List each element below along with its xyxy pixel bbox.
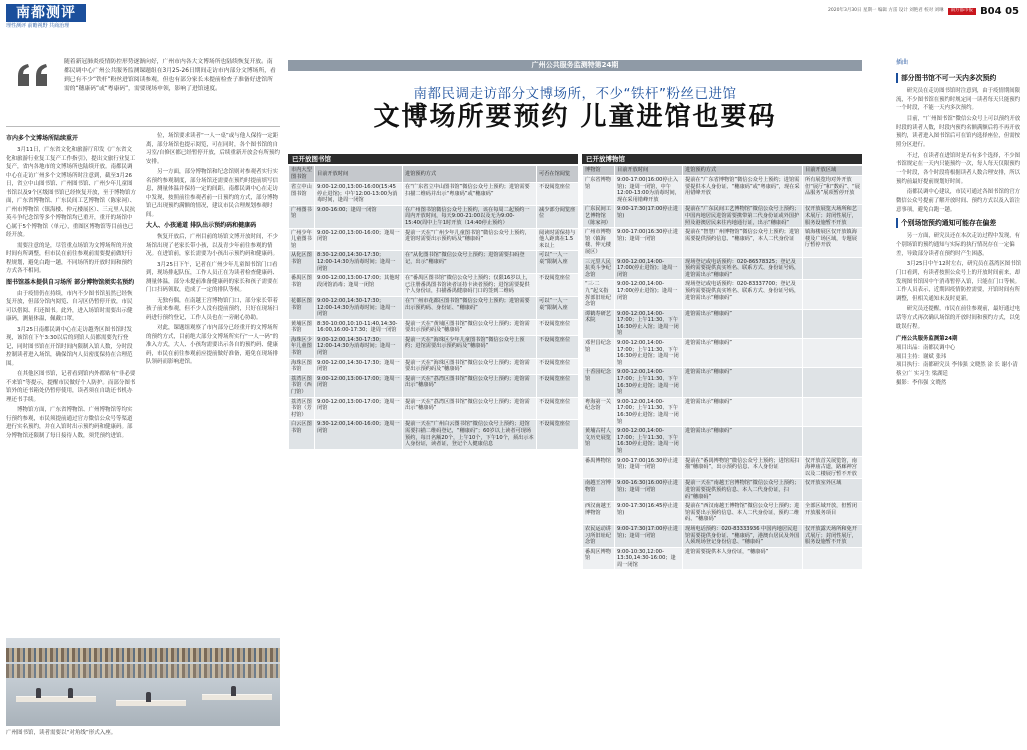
- table-cell: [803, 339, 863, 368]
- table-row: [583, 339, 863, 368]
- table-cell: 9:00-12:00,14:00-17:00；上午11:30、下午16:30停止入馆；逢周一闭馆: [615, 309, 683, 338]
- article-column-b: [146, 132, 280, 369]
- left-article: [6, 52, 280, 746]
- section-heading: 图书馆基本提供自习场所 部分博物馆须实名预约: [6, 278, 135, 286]
- table-cell: 镇海楼展区仅开放镇海楼及广场区域，专题展厅暂停开放: [803, 228, 863, 257]
- table-cell: 进馆需要提供本人身份证，“穗康码”: [683, 547, 803, 570]
- table-cell: 9:00-16:30(16:00停止进馆)；逢周一闭馆: [615, 479, 683, 502]
- table-row: [289, 205, 579, 228]
- venue-name-cell: 西汉南越王博物馆: [583, 502, 615, 525]
- table-cell: 不设阅览座位: [537, 374, 579, 397]
- column-header: 进馆预约方式: [403, 166, 537, 183]
- section-heading: 市内多个文博场所陆续重开: [6, 135, 79, 142]
- paragraph: 在其他区图书馆，记者看到馆内外都贴有“非必要不来馆”等提示，提醒市民做好个人防护。而部分图书馆外的还书箱处仍暂停使用，读者须在自助还书机办理还书手续。: [6, 371, 136, 403]
- table-cell: 进馆需出示“穗康码”: [683, 339, 803, 368]
- venue-name-cell: 农民运动讲习所旧址纪念馆: [583, 524, 615, 547]
- table-row: [289, 296, 579, 319]
- table-cell: 不设阅览座位: [537, 183, 579, 206]
- column-header: 可否在馆阅览: [537, 166, 579, 183]
- article-intro: 随着新冠肺炎疫情防控形势逐渐向好，广州市内各大文博场所也陆续恢复开放。南都民调中心广州公共服务监测课题组在3月25-26日期间走访市内部分文博场所，看到已有不少“铁杆”粉丝进馆阅读参观，但也有部分家长未提前检查子准备好进馆所需的“穗康码”或“粤康码”，需要现场申领，影响了进馆速度。: [64, 59, 276, 92]
- table-cell: 9:00-12:00,14:00-17:00(停止进馆)；逢周一闭馆: [615, 280, 683, 309]
- sidebar-paragraph: 南都民调中心建议，市民可通过各图书馆的官方微信公众号提前了解开放时间、预约方式以及入馆注意事项，避免白跑一趟。: [896, 189, 1021, 213]
- table-cell: 在广州图书馆微信公众号上预约，该在每周二起预约一周内开放时间，每天9:00-21:00以及无为9:00-15:40(周中上午1时开放（14:40停止预约）: [403, 205, 537, 228]
- article-headline: 文博场所要预约 儿童进馆也要码: [373, 102, 777, 132]
- table-cell: 9:00-12:00,14:00-17:00；上午11:30、下午16:30停止进馆；逢周一闭馆: [615, 339, 683, 368]
- page-number: B04 05: [980, 6, 1019, 17]
- venue-name-cell: 海珠区图书馆: [289, 358, 315, 374]
- table-row: [583, 205, 863, 228]
- venue-name-cell: 海珠区少年儿童图书馆: [289, 335, 315, 358]
- libraries-table: [288, 165, 579, 450]
- table-cell: 可以“一人一桌”限制入座: [537, 296, 579, 319]
- paragraph: 博物馆方面，广东省博物馆、广州博物馆等均实行预约参观，市民须提前通过官方微信公众号等渠道进行实名预约，并在入馆时出示预约码和健康码。部分博物馆还限制了每日接待人数，须凭预约进馆。: [6, 407, 133, 439]
- table-row: [583, 309, 863, 338]
- table-cell: 9:00-17:30(17:00停止进馆)；逢周一闭馆: [615, 524, 683, 547]
- credit-line: 摄影：李伟强 文晓然: [896, 379, 947, 386]
- table-cell: 9:00-12:00,14:00-17:00；上午11:30、下午16:30停止进馆；逢周一闭馆: [615, 368, 683, 397]
- paragraph: 3月25日下午，记者在广州少年儿童图书馆门口看到，现场排起队伍，工作人员正在为读者检查健康码、测量体温，部分未提前准备健康码的家长和孩子需要在门口扫码领取，造成了一定的排队等候。: [146, 261, 279, 294]
- table-cell: 全部区域开放，但暂闭开放服务项目: [803, 502, 863, 525]
- table-cell: 提前一天在“广州白云图书馆”微信公众号上预约；进馆需要扫描二维码登记，“穗康码”；60岁以上读者可现场预约，每日名额20个，上午10个，下午10个，须出示本人身份证，读者证，登记个人健康信息: [403, 420, 537, 449]
- sidebar-paragraph: 3月25日中午12时左右，研究员在荔湾区图书馆门口看到，有读者按照公众号上的开放时间前来，却发现图书馆因中午消毒暂停入馆，只能在门口等候。工作人员表示，近期因疫情防控需要，开馆时间有所调整，但相关通知未及时更新。: [896, 261, 1021, 302]
- page-meta: [828, 4, 1019, 19]
- table-row: [289, 358, 579, 374]
- venue-name-cell: 邓世昌纪念馆: [583, 339, 615, 368]
- table-row: [583, 456, 863, 479]
- museums-table-title: 已开放博物馆: [582, 154, 862, 164]
- masthead: [0, 0, 1027, 30]
- credits-title: 广州公共服务监测第24期: [896, 336, 958, 343]
- venue-name-cell: 广州市博物馆（镇海楼、仲元楼展区）: [583, 228, 615, 257]
- table-row: [289, 251, 579, 274]
- table-cell: 9:00-17:00(16:00停止入馆)；逢周一闭馆，中午12:00-13:00为消毒时间，现在采用错峰开放: [615, 176, 683, 205]
- venue-name-cell: 十香园纪念馆: [583, 368, 615, 397]
- table-cell: 9:30-12:00,14:00-16:00；逢周一闭馆: [315, 420, 403, 449]
- table-cell: 仅开放室外区域: [803, 479, 863, 502]
- sidebar-tag: 插曲: [896, 59, 909, 66]
- table-cell: 提前一天在“广州少年儿童图书馆”微信公众号上预约，进馆时需要出示预约码及“穗康码”: [403, 228, 537, 251]
- table-cell: 不设阅览座位: [537, 319, 579, 335]
- table-cell: 不设阅览座位: [537, 420, 579, 449]
- table-cell: [803, 280, 863, 309]
- table-row: [289, 335, 579, 358]
- table-row: [289, 397, 579, 420]
- sidebar-paragraph: 另一方面，研究员还在本次走访过程中发现，有个别场馆的预约通知与实际的执行情况存在一定偏差，导致部分读者在预约时产生困惑。: [896, 233, 1021, 257]
- venue-name-cell: 花都区图书馆: [289, 296, 315, 319]
- venue-name-cell: 广东省博物馆: [583, 176, 615, 205]
- venue-name-cell: 番禺区博物馆: [583, 547, 615, 570]
- venue-name-cell: 粤海第一关纪念馆: [583, 397, 615, 426]
- venue-name-cell: 番禺博物馆: [583, 456, 615, 479]
- table-cell: 8:30-10:00,10:10-11:40,14:30-16:00,16:00-17:30；逢周一闭馆: [315, 319, 403, 335]
- table-cell: 减少部分阅览座位: [537, 205, 579, 228]
- sidebar-paragraph: 不过，在读者在进馆时是否有多个选择，不少图书馆规定在一天内只能预约一次，每人每天仅限预约一个时段，各个时段将根据读者人数合理安排，所以预约前最好提前规划好时间。: [896, 152, 1021, 185]
- venue-name-cell: 三元里人民抗英斗争纪念馆: [583, 257, 615, 280]
- table-cell: 进馆需出示“穗康码”: [683, 368, 803, 397]
- paragraph: 位，场馆要求读者“一人一桌”或与他人保持一定距离，部分场馆也提示阅览，可在同时，各个图书馆的自习室/自修区都已经暂停开放，后续重新开放会有所预约安排。: [146, 133, 280, 165]
- table-cell: 提前一天在“海珠区少年儿童图书馆”微信公众号上预约；进馆需要出示预约码及“穗康码”: [403, 335, 537, 358]
- table-row: [289, 274, 579, 297]
- venue-name-cell: 黄埔古村人文历史展览馆: [583, 427, 615, 456]
- venue-name-cell: 荔湾区图书馆（西门馆）: [289, 374, 315, 397]
- library-photo: [6, 638, 280, 726]
- table-cell: 不设阅览座位: [537, 274, 579, 297]
- table-cell: 仅开放首关展览馆，南海神庙古道，路廊神宫以及二楼展厅暂不开放: [803, 456, 863, 479]
- table-cell: 9:00-12:00,14:30-17:30；12:00-14:30为消毒时间；逢周一闭馆: [315, 335, 403, 358]
- credits: [896, 335, 1022, 387]
- table-cell: 提前在“番禺博物馆”微信公众号上预约；进馆需扫描“穗康码”，出示预约信息、本人身份证: [683, 456, 803, 479]
- venue-name-cell: 黄埔区图书馆: [289, 319, 315, 335]
- credit-line: 项目主持：谢斌 张玮: [896, 353, 947, 360]
- table-cell: 提前一天在“南越王宫博物馆”微信公众号上预约；进馆需要提供预约信息、本人二代身份证，扫码“穗康码”: [683, 479, 803, 502]
- table-cell: 9:00-17:30(17:00停止进馆): [615, 205, 683, 228]
- paragraph: 对此，课题组观察了市内部分已经重开的文博场所的预约方式，目前绝大部分文博场所实行“一人一码”的准入方式，大人、小孩均需要出示各自的预约码、健康码，市民在前往参观前应提前做好准备，避免在现场排队领码而影响进馆。: [146, 325, 279, 366]
- sidebar-paragraph: 目前，“广州图书馆”微信公众号上可以预约开放时段的读者人数，时段内预约名额满额后将不再开放预约，读者进入图书馆后可在馆内选择座位，但需按照分区进行。: [896, 116, 1021, 149]
- section-slogan: 理性测评 前瞻视野 共商治理: [6, 23, 70, 29]
- table-cell: 现场登记或电话预约：020-83337700；登记及预约需要提供真实姓名、联系方式、身份证号码，进馆需出示“穗康码”: [683, 280, 803, 309]
- table-cell: 9:00-12:00,14:30-17:30；逢周一闭馆: [315, 358, 403, 374]
- table-cell: 提前在“西汉南越王博物馆”微信公众号上预约；进馆需要出示预约信息、本人二代身份证，预约二维码、“穗康码”: [683, 502, 803, 525]
- venue-name-cell: 白云区图书馆: [289, 420, 315, 449]
- table-cell: [803, 547, 863, 570]
- paragraph: 无独有偶，在南越王宫博物馆门口，部分家长带着孩子前来参观，但不少人没有提前预约，只好在现场扫码进行预约登记，工作人员也在一旁耐心协助。: [146, 297, 279, 321]
- table-row: [289, 183, 579, 206]
- column-header: 进馆预约方式: [683, 166, 803, 176]
- table-cell: 9:00-17:30(16:45停止进馆): [615, 502, 683, 525]
- table-cell: 9:00-10:30,12:00-13:30,14:30-16:00；逢周一闭馆: [615, 547, 683, 570]
- table-row: [583, 257, 863, 280]
- table-cell: 在“从化图书馆”微信公众号上预约；进馆需要扫码登记，出示“穗康码”: [403, 251, 537, 274]
- article-subtitle: 南都民调走访部分文博场所，不少“铁杆”粉丝已进馆: [413, 86, 737, 102]
- column-header: 目前开放时间: [615, 166, 683, 176]
- table-row: [289, 319, 579, 335]
- paragraph: 另一方面，部分博物馆和纪念馆则对参观者实行实名预约参观制度，部分场馆还需要在预约时提前填写信息，测量体温并保持一定的间距。南都民调中心在走访中发现，按照前往参观者前一日预约的方式，部分博物馆已出现预约满额的情况，建议市民合理规划参观时间。: [146, 169, 279, 218]
- series-banner: 广州公共服务监测特第24期: [288, 60, 862, 71]
- table-cell: [803, 427, 863, 456]
- table-cell: 9:00-12:00,13:00-16:00；逢周一闭馆: [315, 228, 403, 251]
- table-cell: 提前在“广东民间工艺博物馆”微信公众号上预约；中国内地居民进馆需要携带第二代身份证或外国护照及港澳居民来往内地通行证，出示“穗康码”: [683, 205, 803, 228]
- sidebar-heading: 部分图书馆不可一天内多次预约: [896, 73, 1022, 83]
- table-cell: 9:00-12:00,13:00-17:00；其他时段闭馆消毒；逢周一闭馆: [315, 274, 403, 297]
- sidebar-heading: 个别场馆预约通知可能存在偏差: [896, 218, 1022, 228]
- column-header: 博物馆: [583, 166, 615, 176]
- table-cell: [803, 368, 863, 397]
- table-row: [583, 502, 863, 525]
- table-row: [289, 420, 579, 449]
- table-cell: 提前一天在“荔湾区图书馆”微信公众号上预约；进馆需出示“穗康码”: [403, 397, 537, 420]
- table-row: [583, 368, 863, 397]
- paragraph: 3月25日南都民调中心在走访越秀区图书馆时发现，该馆在下午3:30以后的到馆人员都需要先行登记，同时图书馆在开馆时间内限制入馆人数，分时段控制读者进入场馆，确保馆内人员密度保持在合理范围。: [6, 326, 133, 367]
- sidebar-column: [896, 58, 1022, 387]
- table-row: [583, 397, 863, 426]
- article-column-a: [6, 132, 136, 443]
- edition-meta: 2020年3月30日 星期一 编辑 方雷 设计 刘艳君 校对 刘琳: [828, 8, 944, 14]
- table-cell: 阅读时需保持与他人距离在1.5米以上: [537, 228, 579, 251]
- section-brand: 南都测评: [6, 4, 86, 22]
- venue-name-cell: 广州图书馆: [289, 205, 315, 228]
- table-cell: 现场电话预约：020-83333936 中国内地居民进馆需要提供身份证、“穗康码”，港澳台居民及外国人须现场登记身份信息、“穗康码”: [683, 524, 803, 547]
- table-cell: 仅开放露天场所和免开式展厅；封闭性展厅，服务设施暂不开放: [803, 524, 863, 547]
- table-cell: 提前在“广东省博物馆”微信公众号上预约；进馆需要提供本人身份证、“穗康码”或“粤康码”，现在采用错峰开放: [683, 176, 803, 205]
- table-cell: 提前在“智慧广州博物馆”微信公众号上预约；进馆需要提供预约信息、“穗康码”，本人二代身份证: [683, 228, 803, 257]
- table-cell: 9:00-16:00；逢周一闭馆: [315, 205, 403, 228]
- venue-name-cell: 从化区图书馆: [289, 251, 315, 274]
- sidebar-paragraph: 研究员还提醒，市民在前往参观前，最好通过电话等方式再次确认场馆的开放时间和预约方式，以免耽误行程。: [896, 306, 1021, 330]
- table-cell: 不设阅览座位: [537, 335, 579, 358]
- paragraph: 需要注意的是，尽管重点场馆为文博场所的开放时间有所调整，但市民在前往参观前需要提前做好行程规划，避免白跑一趟，不同场所的开放时间和预约方式各不相同。: [6, 242, 133, 275]
- table-cell: 9:00-12:00,13:00-17:00；逢周一闭馆: [315, 374, 403, 397]
- table-cell: 9:00-17:00(16:30停止进馆)；逢周一闭馆: [615, 456, 683, 479]
- venue-name-cell: 番禺区图书馆: [289, 274, 315, 297]
- table-cell: [803, 309, 863, 338]
- table-cell: 9:00-12:00,14:30-17:30；12:00-14:30为消毒时间；逢周一闭馆: [315, 296, 403, 319]
- venue-name-cell: 省立中山图书馆: [289, 183, 315, 206]
- column-header: 市内大型图书馆: [289, 166, 315, 183]
- table-cell: 提前一天在“黄埔区图书馆”微信公众号上预约；进馆需要出示预约码及“穗康码”: [403, 319, 537, 335]
- sidebar-paragraph: 研究员在走访图书馆时注意到，由于疫情期间限流，不少图书馆在预约时规定同一读者每天只能预约一个时段，不能一天内多次预约。: [896, 88, 1021, 112]
- table-row: [583, 479, 863, 502]
- table-cell: 9:00-12:00,13:00-16:00(15:45停止进馆)；中午12:00-13:00为消毒时间，逢周一闭馆: [315, 183, 403, 206]
- paragraph: 恢复开放后，广州目前的场馆文博开放时间，不少场馆出现了老家长带小孩，以及青少年前往参观的情况。在进馆前，家长需要为小孩出示预约码和健康码。: [146, 234, 279, 258]
- table-row: [583, 176, 863, 205]
- table-cell: 仅开放展览大场所和艺术展厅；封闭性展厅，服务设施暂不开放: [803, 205, 863, 228]
- table-cell: 进馆需出示“穗康码”: [683, 427, 803, 456]
- table-row: [289, 228, 579, 251]
- venue-name-cell: 谭鹤寿研艺术院: [583, 309, 615, 338]
- table-row: [583, 280, 863, 309]
- table-cell: 现场登记或电话预约：020-86578325；登记及预约需要提供真实姓名、联系方式、身份证号码，进馆需出示“穗康码”: [683, 257, 803, 280]
- museums-table: [582, 165, 863, 570]
- table-row: [583, 547, 863, 570]
- table-cell: 9:00-12:00,13:00-17:00；逢周一闭馆: [315, 397, 403, 420]
- table-cell: 不设阅览座位: [537, 358, 579, 374]
- table-cell: 进馆需出示“穗康码”: [683, 397, 803, 426]
- photo-caption: 广州图书馆，读者需要以“对角线”形式入座。: [6, 730, 117, 736]
- newspaper-badge: 南方都市报: [948, 8, 977, 15]
- paragraph: 由于疫情仍在持续，市内不少图书馆虽然已经恢复开放，但部分馆内阅览、自习区仍暂停开放，市民可以借阅、归还图书。此外，进入场馆时需要出示健康码，测量体温，佩戴口罩。: [6, 290, 133, 323]
- table-cell: 在“番禺区图书馆”微信公众号上预约；仅限16岁以上，已注册番禺图书馆读者证持卡读者预约；进馆需要提供个人身份证，扫描番禺健康码门口的签到二维码: [403, 274, 537, 297]
- table-cell: 提前一天在“海珠区图书馆”微信公众号上预约；进馆需要出示预约码及“穗康码”: [403, 358, 537, 374]
- credit-line: 项目执行：南都研究员 李伟强 文晓然 涂 长 谢小清 蔡立广 实习生 梁湖廷: [896, 362, 1018, 377]
- table-cell: 提前一天在“荔湾区图书馆”微信公众号上预约；进馆需出示“穗康码”: [403, 374, 537, 397]
- table-cell: 8:30-12:00,14:30-17:30；12:00-14:30为消毒时间；逢周一闭馆: [315, 251, 403, 274]
- table-cell: 9:00-12:00,14:00-17:00；上午11:30、下午16:30停止进馆；逢周一闭馆: [615, 427, 683, 456]
- venue-name-cell: “三·二九”起义指挥部旧址纪念馆: [583, 280, 615, 309]
- table-cell: 在“广州市花都区图书馆”微信公众号上预约；进馆需要出示预约码、身份证、“穗康码”: [403, 296, 537, 319]
- table-row: [583, 524, 863, 547]
- quote-icon: [16, 62, 52, 88]
- venue-name-cell: 荔湾区图书馆（芳村馆）: [289, 397, 315, 420]
- table-cell: 9:00-12:00,14:00-17:00(停止进馆)；逢周一闭馆: [615, 257, 683, 280]
- table-cell: 进馆需出示“穗康码”: [683, 309, 803, 338]
- table-row: [583, 427, 863, 456]
- table-row: [583, 228, 863, 257]
- paragraph: 3月11日，广东省文化和旅游厅印发《广东省文化和旅游行业复工复产工作指引》，提出文旅行业复工复产，省内各地市的文博场所也陆续开放。南都民调中心在走访广州多个文博场所时注意到，截至3月26日，省立中山图书馆、广州图书馆、广州少年儿童图书馆以及9个区级图书馆已经恢复开放，至于博物馆方面，广东省博物馆、广东民间工艺博物馆（陈家祠）、广州市博物馆（镇海楼、仲元楼展区）、三元里人民抗英斗争纪念馆等多个博物馆均已重开，重开的场馆中心属于5个博物馆（单元），重图区博物馆等目前也已经开放。: [6, 147, 137, 239]
- venue-name-cell: 广东民间工艺博物馆（陈家祠）: [583, 205, 615, 228]
- table-row: [289, 374, 579, 397]
- column-header: 目前开放区域: [803, 166, 863, 176]
- table-cell: 9:00-17:00(16:30停止进馆)；逢周一闭馆: [615, 228, 683, 257]
- table-cell: [803, 257, 863, 280]
- table-cell: 所有展览均对外开放但“展厅”和“数码”、“展品服务”展项暂停开放: [803, 176, 863, 205]
- venue-name-cell: 广州少年儿童图书馆: [289, 228, 315, 251]
- libraries-table-title: 已开放图书馆: [288, 154, 578, 164]
- table-cell: 可以“一人一桌”限制入座: [537, 251, 579, 274]
- section-heading: 大人、小孩通道 排队出示预约码和健康码: [146, 222, 257, 230]
- column-header: 目前开放时间: [315, 166, 403, 183]
- divider: [6, 126, 280, 127]
- table-cell: 9:00-12:00,14:00-17:00；上午11:30、下午16:30停止进馆；逢周一闭馆: [615, 397, 683, 426]
- venue-name-cell: 南越王宫博物馆: [583, 479, 615, 502]
- table-cell: 在“广东省立中山图书馆”微信公众号上预约；进馆需要扫描二维码并出示“粤康码”或“穗康码”: [403, 183, 537, 206]
- table-cell: [803, 397, 863, 426]
- table-cell: 不设阅览座位: [537, 397, 579, 420]
- credit-line: 项目出品：南都民调中心: [896, 345, 956, 352]
